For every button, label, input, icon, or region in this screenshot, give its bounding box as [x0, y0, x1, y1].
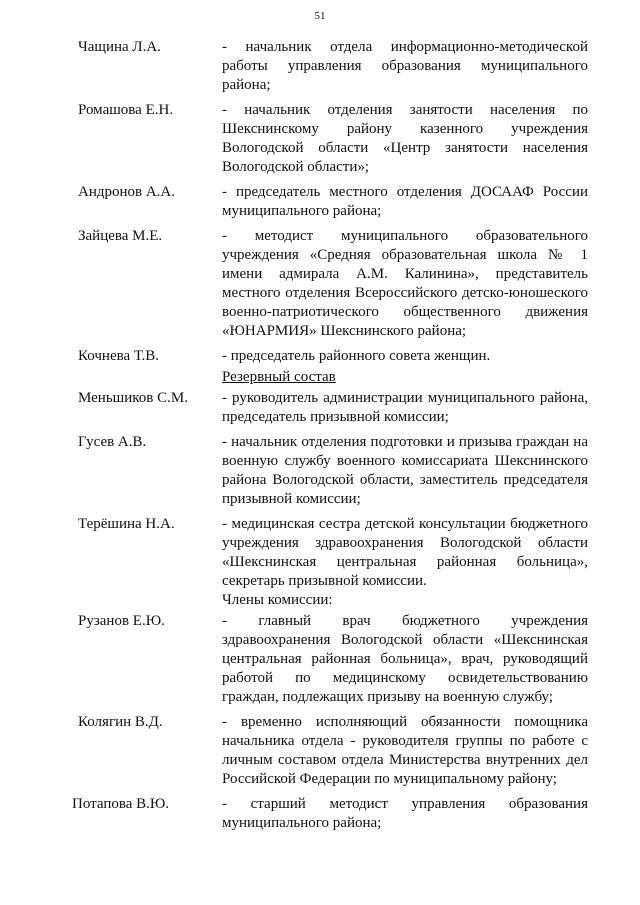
- member-role: - начальник отделения подготовки и призыва граждан на военную службу военного комиссариата Шекснинского района Вологодской области, заместитель председателя призывной комиссии;: [222, 434, 588, 507]
- list-item: [78, 515, 588, 591]
- member-role: - временно исполняющий обязанности помощника начальника отдела - руководителя группы по работе с личным составом отдела Министерства внутренних дел Российской Федерации по муниципальному району;: [222, 714, 588, 787]
- member-name: Андронов А.А.: [78, 184, 176, 200]
- member-name: Чащина Л.А.: [78, 39, 161, 55]
- list-item: [72, 795, 588, 833]
- member-name: Ромашова Е.Н.: [78, 102, 174, 118]
- member-role: - председатель местного отделения ДОСААФ России муниципального района;: [222, 184, 588, 219]
- member-name: Кочнева Т.В.: [78, 348, 160, 364]
- member-name: Гусев А.В.: [78, 434, 147, 450]
- page-number: 51: [314, 10, 326, 22]
- commission-list: [72, 38, 588, 839]
- list-item: [78, 183, 588, 221]
- members-heading: Члены комиссии:: [222, 592, 333, 608]
- list-item: [78, 612, 588, 707]
- member-name: Колягин В.Д.: [78, 714, 163, 730]
- member-role: - председатель районного совета женщин.: [222, 348, 491, 364]
- list-item: [78, 347, 588, 366]
- member-name: Терёшина Н.А.: [78, 516, 175, 532]
- member-name: Меньшиков С.М.: [78, 390, 188, 406]
- reserve-heading-row: [78, 368, 588, 387]
- member-role: - руководитель администрации муниципального района, председатель призывной комиссии;: [222, 390, 588, 425]
- member-role: - методист муниципального образовательного учреждения «Средняя образовательная школа № 1 имени адмирала А.М. Калинина», представитель местного отделения Всероссийского детско-юношеского военно-патриотического общественного движения «ЮНАРМИЯ» Шекснинского района;: [222, 228, 588, 339]
- member-role: - медицинская сестра детской консультации бюджетного учреждения здравоохранения Вологодской области «Шекснинская центральная районная больница», секретарь призывной комиссии.: [222, 516, 588, 589]
- member-name: Зайцева М.Е.: [78, 228, 163, 244]
- member-name: Потапова В.Ю.: [72, 796, 170, 812]
- list-item: [78, 713, 588, 789]
- member-role: - старший методист управления образования муниципального района;: [222, 796, 588, 831]
- member-role: - главный врач бюджетного учреждения здравоохранения Вологодской области «Шекснинская центральная районная больница», врач, руководящий работой по медицинскому освидетельствованию граждан, подлежащих призыву на военную службу;: [222, 613, 588, 705]
- member-role: - начальник отделения занятости населения по Шекснинскому району казенного учреждения Вологодской области «Центр занятости населения Вологодской области»;: [222, 102, 588, 175]
- list-item: [78, 101, 588, 177]
- member-role: - начальник отдела информационно-методической работы управления образования муниципального района;: [222, 39, 588, 93]
- list-item: [78, 389, 588, 427]
- member-name: Рузанов Е.Ю.: [78, 613, 165, 629]
- list-item: [78, 38, 588, 95]
- list-item: [78, 227, 588, 341]
- reserve-heading: Резервный состав: [222, 369, 336, 385]
- list-item: [78, 433, 588, 509]
- members-heading-row: [78, 591, 588, 610]
